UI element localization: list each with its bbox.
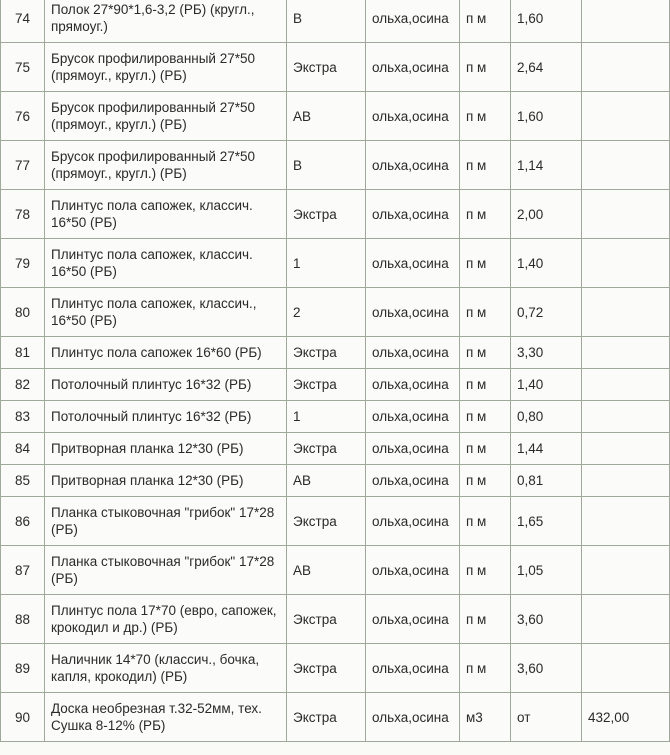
product-name: Плинтус пола 17*70 (евро, сапожек, крокодил и др.) (РБ) [45,595,287,644]
product-name: Потолочный плинтус 16*32 (РБ) [45,369,287,401]
unit: м3 [460,693,511,742]
product-name: Планка стыковочная "грибок" 17*28 (РБ) [45,546,287,595]
row-number: 82 [1,369,45,401]
product-grade: Экстра [287,43,366,92]
price-extra [582,595,670,644]
row-number: 81 [1,337,45,369]
product-name: Плинтус пола сапожек 16*60 (РБ) [45,337,287,369]
price: 3,60 [511,595,582,644]
table-row [1,369,670,401]
wood-species: ольха,осина [366,497,460,546]
product-grade: Экстра [287,595,366,644]
product-grade: Экстра [287,497,366,546]
table-row [1,190,670,239]
product-name: Планка стыковочная "грибок" 17*28 (РБ) [45,497,287,546]
unit: п м [460,239,511,288]
table-row [1,693,670,742]
wood-species: ольха,осина [366,693,460,742]
product-grade: АВ [287,546,366,595]
row-number: 85 [1,465,45,497]
product-grade: 2 [287,288,366,337]
product-name: Потолочный плинтус 16*32 (РБ) [45,401,287,433]
table-row [1,92,670,141]
price-extra [582,369,670,401]
row-number: 88 [1,595,45,644]
price-extra [582,0,670,43]
price-extra [582,239,670,288]
wood-species: ольха,осина [366,369,460,401]
product-grade: Экстра [287,190,366,239]
price: 0,72 [511,288,582,337]
row-number: 90 [1,693,45,742]
unit: п м [460,465,511,497]
table-row [1,0,670,43]
price: 1,60 [511,92,582,141]
price: 3,60 [511,644,582,693]
table-row [1,288,670,337]
wood-species: ольха,осина [366,0,460,43]
unit: п м [460,43,511,92]
product-grade: Экстра [287,693,366,742]
row-number: 89 [1,644,45,693]
price-extra: 432,00 [582,693,670,742]
unit: п м [460,141,511,190]
table-row [1,497,670,546]
price: 0,81 [511,465,582,497]
row-number: 79 [1,239,45,288]
price: 2,00 [511,190,582,239]
row-number: 86 [1,497,45,546]
price: 1,40 [511,369,582,401]
row-number: 74 [1,0,45,43]
product-name: Притворная планка 12*30 (РБ) [45,433,287,465]
unit: п м [460,190,511,239]
product-name: Доска необрезная т.32-52мм, тех. Сушка 8-12% (РБ) [45,693,287,742]
wood-species: ольха,осина [366,644,460,693]
wood-species: ольха,осина [366,288,460,337]
unit: п м [460,644,511,693]
product-grade: Экстра [287,433,366,465]
product-grade: 1 [287,401,366,433]
price: 1,14 [511,141,582,190]
row-number: 75 [1,43,45,92]
product-grade: Экстра [287,644,366,693]
unit: п м [460,546,511,595]
row-number: 76 [1,92,45,141]
unit: п м [460,401,511,433]
price-extra [582,401,670,433]
price: от [511,693,582,742]
product-name: Плинтус пола сапожек, классич. 16*50 (РБ) [45,190,287,239]
row-number: 78 [1,190,45,239]
price-extra [582,433,670,465]
unit: п м [460,369,511,401]
price-extra [582,337,670,369]
price-extra [582,43,670,92]
price-extra [582,546,670,595]
table-row [1,595,670,644]
wood-species: ольха,осина [366,433,460,465]
price-extra [582,644,670,693]
row-number: 80 [1,288,45,337]
price-extra [582,497,670,546]
row-number: 84 [1,433,45,465]
price-table-body [1,0,670,742]
wood-species: ольха,осина [366,190,460,239]
unit: п м [460,497,511,546]
unit: п м [460,0,511,43]
row-number: 87 [1,546,45,595]
product-name: Плинтус пола сапожек, классич. 16*50 (РБ) [45,239,287,288]
wood-species: ольха,осина [366,43,460,92]
unit: п м [460,337,511,369]
price-extra [582,141,670,190]
unit: п м [460,433,511,465]
table-row [1,337,670,369]
product-name: Притворная планка 12*30 (РБ) [45,465,287,497]
price-extra [582,92,670,141]
price-extra [582,190,670,239]
price-extra [582,465,670,497]
product-grade: 1 [287,239,366,288]
price: 1,60 [511,0,582,43]
product-name: Брусок профилированный 27*50 (прямоуг., кругл.) (РБ) [45,141,287,190]
price: 2,64 [511,43,582,92]
wood-species: ольха,осина [366,401,460,433]
price: 0,80 [511,401,582,433]
table-row [1,141,670,190]
table-row [1,465,670,497]
price-extra [582,288,670,337]
product-grade: Экстра [287,369,366,401]
table-row [1,401,670,433]
wood-species: ольха,осина [366,337,460,369]
table-row [1,546,670,595]
wood-species: ольха,осина [366,465,460,497]
wood-species: ольха,осина [366,141,460,190]
price: 3,30 [511,337,582,369]
price: 1,44 [511,433,582,465]
price: 1,40 [511,239,582,288]
table-row [1,433,670,465]
wood-species: ольха,осина [366,239,460,288]
row-number: 77 [1,141,45,190]
price: 1,65 [511,497,582,546]
table-row [1,239,670,288]
price: 1,05 [511,546,582,595]
product-name: Брусок профилированный 27*50 (прямоуг., кругл.) (РБ) [45,92,287,141]
product-grade: В [287,0,366,43]
product-name: Полок 27*90*1,6-3,2 (РБ) (кругл., прямоуг.) [45,0,287,43]
table-row [1,43,670,92]
row-number: 83 [1,401,45,433]
product-name: Наличник 14*70 (классич., бочка, капля, крокодил) (РБ) [45,644,287,693]
wood-species: ольха,осина [366,92,460,141]
wood-species: ольха,осина [366,595,460,644]
unit: п м [460,595,511,644]
product-grade: АВ [287,465,366,497]
unit: п м [460,288,511,337]
product-name: Брусок профилированный 27*50 (прямоуг., кругл.) (РБ) [45,43,287,92]
unit: п м [460,92,511,141]
wood-species: ольха,осина [366,546,460,595]
product-grade: В [287,141,366,190]
product-name: Плинтус пола сапожек, классич., 16*50 (РБ) [45,288,287,337]
product-grade: АВ [287,92,366,141]
table-row [1,644,670,693]
product-grade: Экстра [287,337,366,369]
